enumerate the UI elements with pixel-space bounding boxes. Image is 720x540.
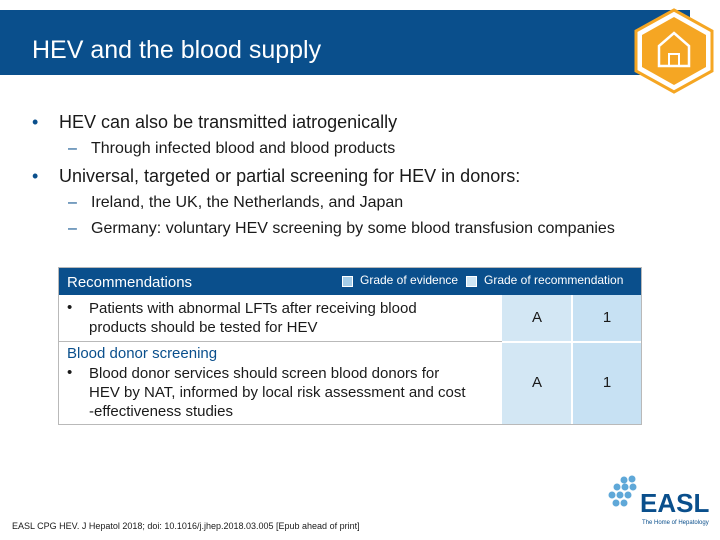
bullet-marker: • <box>32 112 39 132</box>
rec-row-line: products should be tested for HEV <box>89 319 318 336</box>
bullet-text: Universal, targeted or partial screening for HEV in donors: <box>59 166 521 186</box>
page-title: HEV and the blood supply <box>32 36 322 64</box>
recommendations-header <box>59 268 641 295</box>
recommendation-legend-swatch <box>466 276 477 287</box>
recommendations-title: Recommendations <box>67 274 193 291</box>
rec-row-text <box>89 299 417 337</box>
row-divider-line <box>59 341 502 342</box>
evidence-legend-swatch <box>342 276 353 287</box>
footer-reference: EASL CPG HEV. J Hepatol 2018; doi: 10.1016/j.jhep.2018.03.005 [Epub ahead of print] <box>12 521 360 531</box>
sub-bullet-marker: – <box>68 140 77 157</box>
recommendation-grade: 1 <box>602 309 612 326</box>
rec-row-line: HEV by NAT, informed by local risk assessment and cost <box>89 384 466 401</box>
sub-bullet-marker: – <box>68 220 77 237</box>
evidence-grade: A <box>531 374 542 391</box>
svg-text:The Home of Hepatology: The Home of Hepatology <box>642 520 709 526</box>
bullet-marker: • <box>32 166 39 186</box>
home-icon[interactable] <box>634 8 714 94</box>
evidence-legend-label: Grade of evidence <box>360 273 459 287</box>
evidence-grade: A <box>531 309 542 326</box>
rec-row-line: Blood donor services should screen blood donors for <box>89 365 440 382</box>
sub-bullet-text: Through infected blood and blood products <box>91 140 396 157</box>
sub-bullet-marker: – <box>68 194 77 211</box>
svg-text:EASL: EASL <box>640 488 710 518</box>
header-bar <box>0 10 690 75</box>
sub-bullet-text: Germany: voluntary HEV screening by some blood transfusion companies <box>91 220 615 237</box>
bullet-text: HEV can also be transmitted iatrogenically <box>59 112 398 132</box>
recommendation-grade: 1 <box>602 374 612 391</box>
rec-row-line: -effectiveness studies <box>89 403 233 420</box>
recommendation-legend-label: Grade of recommendation <box>484 273 624 287</box>
recommendations-table <box>58 267 642 425</box>
rec-subheading: Blood donor screening <box>67 345 218 362</box>
rec-row-text <box>89 364 466 421</box>
rec-bullet-marker: • <box>67 299 73 316</box>
rec-row-line: Patients with abnormal LFTs after receiving blood <box>89 300 417 317</box>
rec-bullet-marker: • <box>67 364 73 381</box>
easl-logo[interactable] <box>604 474 712 528</box>
sub-bullet-text: Ireland, the UK, the Netherlands, and Japan <box>91 194 404 211</box>
